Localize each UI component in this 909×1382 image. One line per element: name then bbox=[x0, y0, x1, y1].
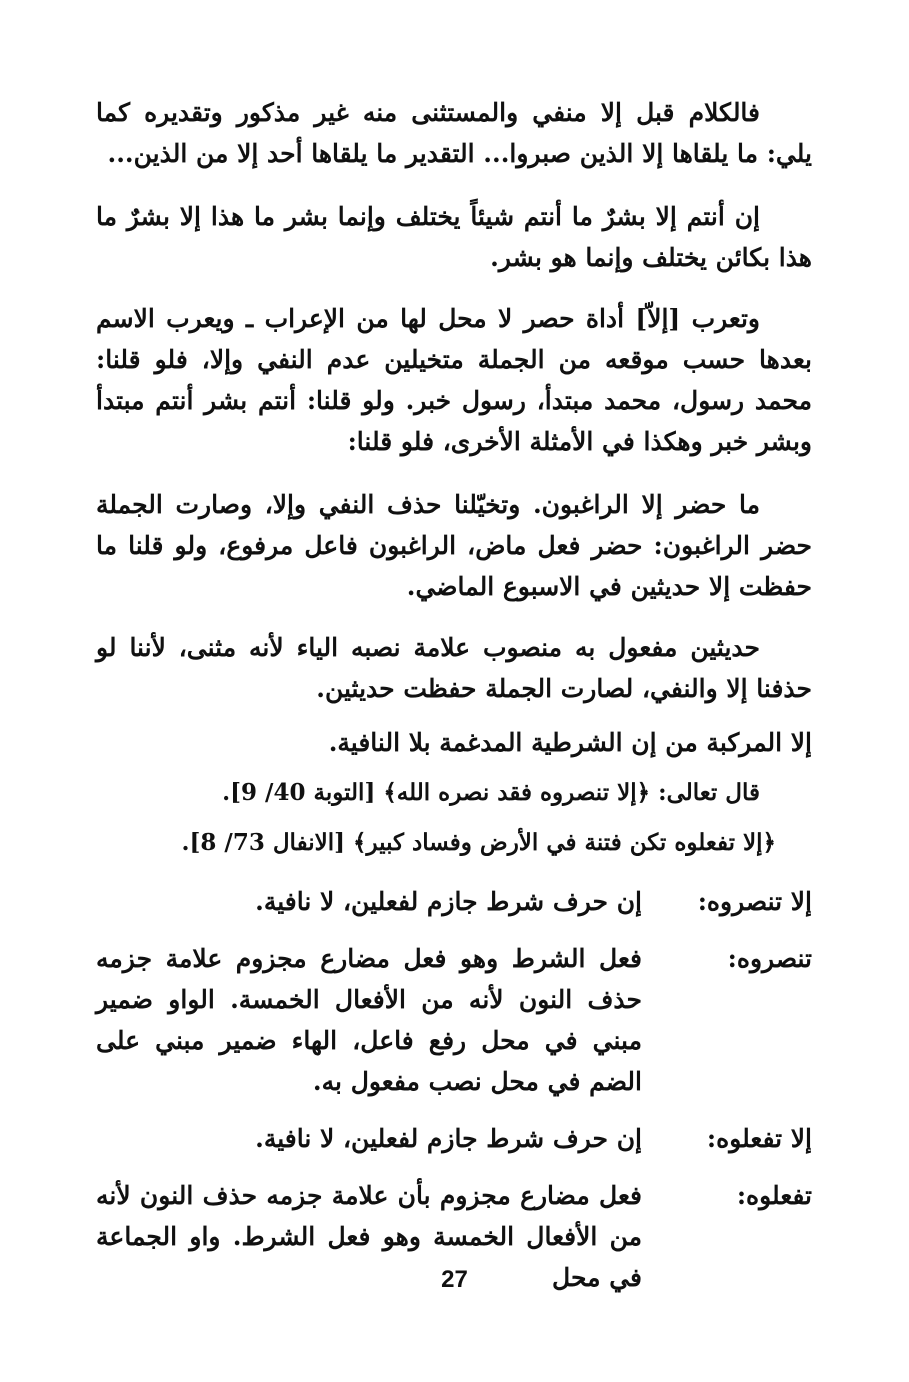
definition-row bbox=[96, 881, 812, 922]
definition-term: إلا تفعلوه: bbox=[706, 1124, 812, 1153]
definition-text: فعل الشرط وهو فعل مضارع مجزوم علامة جزمه حذف النون لأنه من الأفعال الخمسة. الواو ضمير مبني في محل رفع فاعل، الهاء ضمير مبني على الضم في محل نصب مفعول به. bbox=[96, 944, 642, 1096]
paragraph: إن أنتم إلا بشرٌ ما أنتم شيئاً يختلف وإنما بشر ما هذا إلا بشرٌ ما هذا بكائن يختلف وإنما هو بشر. bbox=[96, 202, 812, 272]
definition-term: تنصروه: bbox=[727, 944, 812, 973]
definition-row bbox=[96, 1118, 812, 1159]
paragraph: فالكلام قبل إلا منفي والمستثنى منه غير مذكور وتقديره كما يلي: ما يلقاها إلا الذين صبروا... التقدير ما يلقاها أحد إلا من الذين... bbox=[96, 98, 812, 168]
definition-text: فعل مضارع مجزوم بأن علامة جزمه حذف النون لأنه من الأفعال الخمسة وهو فعل الشرط. واو الجماعة في محل bbox=[96, 1181, 642, 1292]
quran-quote: ﴿إلا تفعلوه تكن فتنة في الأرض وفساد كبير﴾ [الانفال 73/ 8]. bbox=[181, 829, 776, 856]
section-heading: إلا المركبة من إن الشرطية المدغمة بلا النافية. bbox=[328, 728, 812, 757]
definition-text: إن حرف شرط جازم لفعلين، لا نافية. bbox=[255, 1124, 642, 1153]
paragraph: حديثين مفعول به منصوب علامة نصبه الياء لأنه مثنى، لأننا لو حذفنا إلا والنفي، لصارت الجملة حفظت حديثين. bbox=[96, 633, 812, 703]
quran-quote: قال تعالى: ﴿إلا تنصروه فقد نصره الله﴾ [التوبة 40/ 9]. bbox=[222, 779, 760, 806]
paragraph: وتعرب [إلاّ] أداة حصر لا محل لها من الإعراب ـ ويعرب الاسم بعدها حسب موقعه من الجملة متخيلين عدم النفي وإلا، فلو قلنا: محمد رسول، محمد مبتدأ، رسول خبر. ولو قلنا: أنتم بشر أنتم مبتدأ وبشر خبر وهكذا في الأمثلة الأخرى، فلو قلنا: bbox=[96, 304, 812, 456]
definition-text: إن حرف شرط جازم لفعلين، لا نافية. bbox=[255, 887, 642, 916]
page-number: 27 bbox=[441, 1266, 468, 1293]
definition-row bbox=[96, 938, 812, 1102]
paragraph: ما حضر إلا الراغبون. وتخيّلنا حذف النفي وإلا، وصارت الجملة حضر الراغبون: حضر فعل ماض، الراغبون فاعل مرفوع، ولو قلنا ما حفظت إلا حديثين في الاسبوع الماضي. bbox=[96, 490, 812, 601]
definition-term: إلا تنصروه: bbox=[697, 887, 812, 916]
page-body bbox=[96, 92, 812, 1314]
definition-term: تفعلوه: bbox=[736, 1181, 812, 1210]
